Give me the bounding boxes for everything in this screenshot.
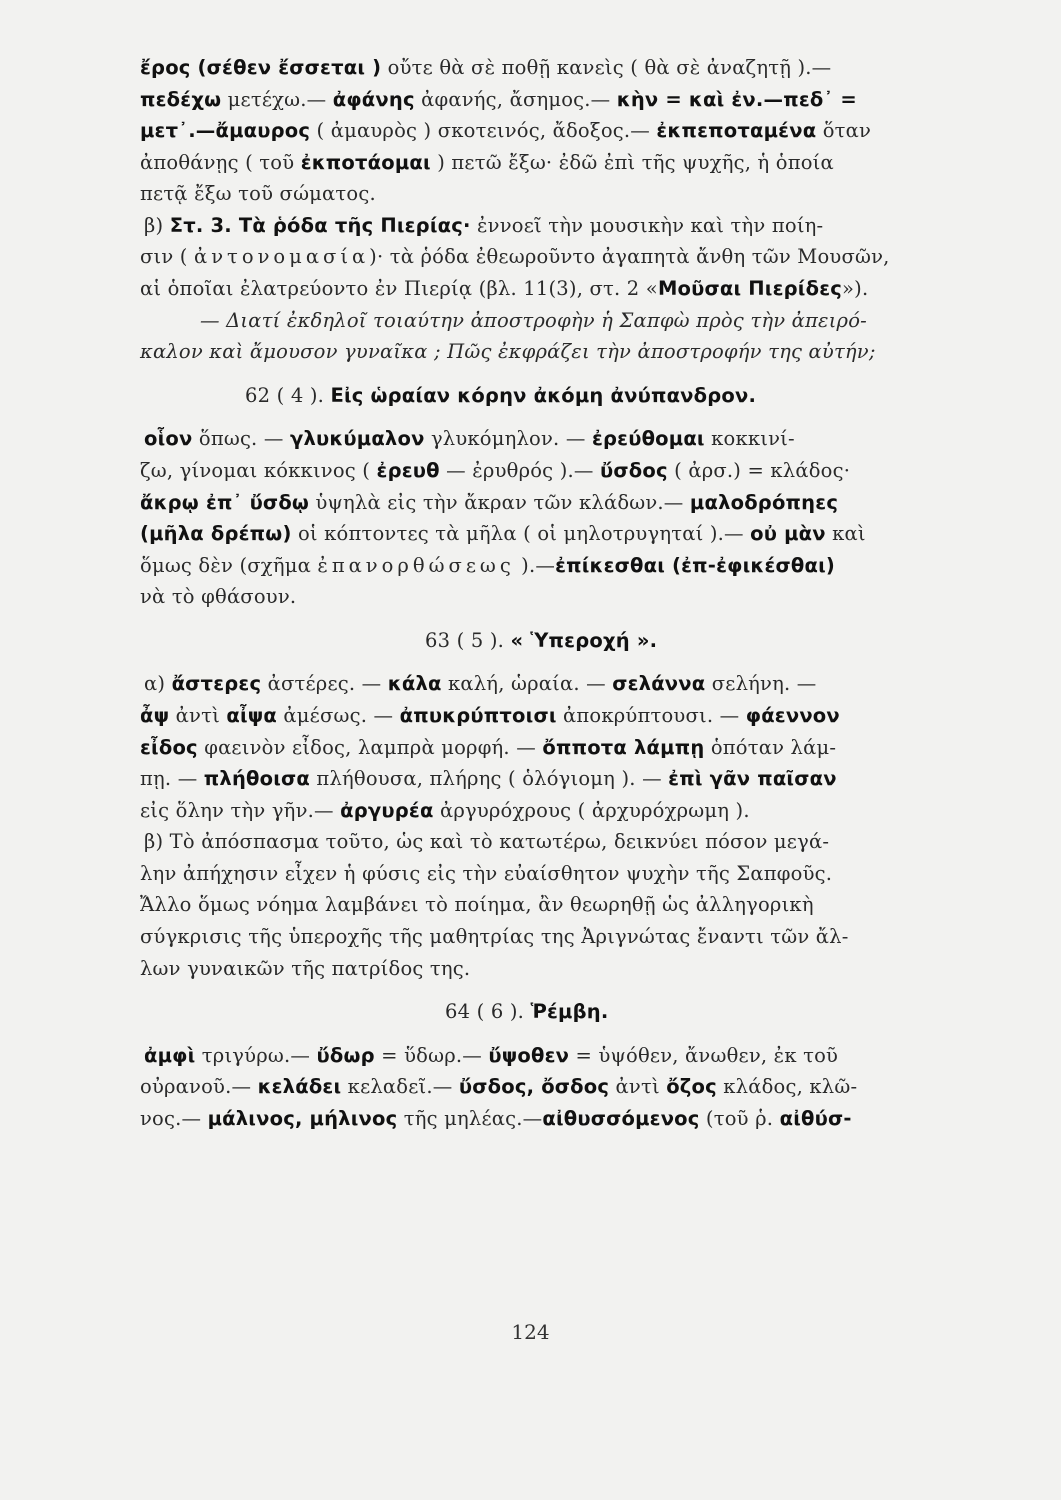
text-run: ἀφανής, ἄσημος.— <box>414 87 617 111</box>
text-run: φαεινὸν εἶδος, λαμπρὰ μορφή. — <box>197 735 543 759</box>
text-run: σελήνη. — <box>705 672 817 696</box>
lines63-line <box>140 668 985 700</box>
lines63-line <box>140 732 985 764</box>
bold-term: φάεννον <box>745 703 840 727</box>
text-run: κλάδος, κλῶ- <box>716 1075 858 1099</box>
text-run: »). <box>842 277 869 301</box>
bold-term: ὄπποτα λάμπῃ <box>542 735 705 759</box>
lines63-line <box>140 889 985 921</box>
lines64-line <box>140 1040 985 1072</box>
text-run: ἀμέσως. — <box>277 703 400 727</box>
bold-term: οἷον <box>144 427 193 451</box>
text-run: ἀποθάνῃς ( τοῦ <box>140 150 301 174</box>
text-run: καλον καὶ ἄμουσον γυναῖκα ; Πῶς ἐκφράζει τὴν ἀποστροφήν της αὐτήν; <box>140 340 876 364</box>
text-run: ἀποκρύπτουσι. — <box>556 703 746 727</box>
text-run: ὑψηλὰ εἰς τὴν ἄκραν τῶν κλάδων.— <box>309 490 690 514</box>
section-title: Ῥέμβη. <box>530 1000 609 1024</box>
text-run: α) <box>144 672 172 696</box>
bold-term: αἰθυσσόμενος <box>542 1106 700 1130</box>
text-run: νος.— <box>140 1106 208 1130</box>
bold-term: ὄζος <box>666 1075 717 1099</box>
lines63-line <box>140 826 985 858</box>
text-run: πῃ. — <box>140 767 204 791</box>
text-run: ἀντὶ <box>169 703 227 727</box>
lines62-line <box>140 581 985 613</box>
text-run: β) Τὸ ἀπόσπασμα τοῦτο, ὡς καὶ τὸ κατωτέρω, δεικνύει πόσον μεγά- <box>144 830 830 854</box>
text-run: ζω, γίνομαι κόκκινος ( <box>140 458 377 482</box>
text-run: αἱ ὁποῖαι ἐλατρεύοντο ἐν Πιερίᾳ (βλ. 11(3), στ. 2 « <box>140 277 658 301</box>
lines-line <box>140 210 985 242</box>
section-title: Εἰς ὡραίαν κόρην ἀκόμη ἀνύπανδρον. <box>330 383 757 407</box>
text-run: καλή, ὡραία. — <box>441 672 613 696</box>
text-run: καὶ <box>825 522 866 546</box>
bold-term: μάλινος, μήλινος <box>207 1106 398 1130</box>
lines63-line <box>140 795 985 827</box>
text-run: τῆς μηλέας.— <box>397 1106 543 1130</box>
lines63-line <box>140 858 985 890</box>
bold-term: ἔρος (σέθεν ἔσσεται ) <box>140 56 382 79</box>
bold-term: αἶψα <box>226 703 278 727</box>
bold-term: ἀπυκρύπτοισι <box>399 703 557 727</box>
bold-term: ἐπὶ γᾶν παῖσαν <box>668 767 837 791</box>
bold-term: ἄκρῳ ἐπ᾽ ὔσδῳ <box>140 490 310 514</box>
bold-term: ἀργυρέα <box>340 798 434 822</box>
bold-term: ὔσδος, ὄσδος <box>458 1075 610 1099</box>
lines62-line <box>140 455 985 487</box>
lines-line <box>140 305 985 337</box>
lines63-line <box>140 921 985 953</box>
section-heading <box>140 996 985 1028</box>
text-run: οἱ κόπτοντες τὰ μῆλα ( οἱ μηλοτρυγηταί ).— <box>291 522 751 546</box>
lines64-line <box>140 1071 985 1103</box>
text-run: — Διατί ἐκδηλοῖ τοιαύτην ἀποστροφὴν ἡ Σαπφὼ πρὸς τὴν ἀπειρό- <box>200 308 867 332</box>
document-body <box>140 52 985 1135</box>
text-run: (τοῦ ῥ. <box>699 1106 780 1130</box>
text-run: ὅταν <box>816 119 872 143</box>
text-run: ( ἀμαυρὸς ) σκοτεινός, ἄδοξος.— <box>310 119 657 143</box>
text-run: τριγύρω.— <box>195 1043 317 1067</box>
bold-term: ἀφάνης <box>332 87 415 111</box>
bold-term: ἄστερες <box>171 672 262 696</box>
text-run: σύγκρισις τῆς ὑπεροχῆς τῆς μαθητρίας της Ἀριγνώτας ἔναντι τῶν ἄλ- <box>140 925 849 949</box>
text-run: = ὑψόθεν, ἄνωθεν, ἐκ τοῦ <box>569 1043 839 1067</box>
lines-line <box>140 273 985 305</box>
text-run: νὰ τὸ φθάσουν. <box>140 585 297 609</box>
lines-line <box>140 115 985 147</box>
lines62-line <box>140 423 985 455</box>
bold-term: γλυκύμαλον <box>289 427 425 451</box>
bold-term: (μῆλα δρέπω) <box>140 522 292 546</box>
bold-term: αἰθύσ- <box>779 1106 852 1130</box>
text-run: σιν ( <box>140 245 195 269</box>
lines63-line <box>140 700 985 732</box>
lines-line <box>140 241 985 273</box>
section-title: « Ὑπεροχή ». <box>510 628 658 652</box>
section-number: 62 ( 4 ). <box>245 383 331 407</box>
bold-term: ἐρεύθομαι <box>591 427 705 451</box>
section-number: 63 ( 5 ). <box>425 628 511 652</box>
text-run: )· τὰ ῥόδα ἐθεωροῦντο ἀγαπητὰ ἄνθη τῶν Μουσῶν, <box>369 245 890 269</box>
text-run: λην ἀπήχησιν εἶχεν ἡ φύσις εἰς τὴν εὐαίσθητον ψυχὴν τῆς Σαπφοῦς. <box>140 861 833 885</box>
text-run: Ἄλλο ὅμως νόημα λαμβάνει τὸ ποίημα, ἂν θεωρηθῇ ὡς ἀλληγορικὴ <box>140 893 814 917</box>
text-run: κοκκινί- <box>704 427 795 451</box>
bold-term: κὴν = καὶ ἐν.—πεδ᾽ = <box>616 87 857 111</box>
lines-line <box>140 52 985 84</box>
section-heading <box>140 625 985 657</box>
bold-term: κελάδει <box>257 1075 342 1099</box>
text-run: ).— <box>514 553 556 577</box>
bold-term: πεδέχω <box>140 87 222 111</box>
lines62-line <box>140 550 985 582</box>
bold-term: ἐπίκεσθαι (ἐπ-ἐφικέσθαι) <box>555 553 836 577</box>
text-run: πετᾷ ἔξω τοῦ σώματος. <box>140 182 376 206</box>
text-run: ἀργυρόχρους ( ἀρχυρόχρωμη ). <box>433 798 750 822</box>
bold-term: ἐρευθ <box>376 458 440 482</box>
bold-term: ὔδωρ <box>316 1043 375 1067</box>
text-run: — ἐρυθρός ).— <box>439 458 600 482</box>
lines-line <box>140 336 985 368</box>
bold-term: σελάννα <box>612 672 706 696</box>
bold-term: Στ. 3. Τὰ ῥόδα τῆς Πιερίας· <box>169 213 471 237</box>
text-run: ἀντὶ <box>609 1075 667 1099</box>
bold-term: ἀμφὶ <box>144 1043 196 1067</box>
text-run: κελαδεῖ.— <box>341 1075 459 1099</box>
page-number: 124 <box>511 1320 550 1344</box>
text-run: μετέχω.— <box>221 87 333 111</box>
text-run: ( ἀρσ.) = κλάδος· <box>667 458 851 482</box>
bold-term: ὔψοθεν <box>488 1043 570 1067</box>
lines63-line <box>140 763 985 795</box>
bold-term: ἆψ <box>140 703 170 727</box>
lines-line <box>140 84 985 116</box>
lines62-line <box>140 487 985 519</box>
bold-term: οὐ μὰν <box>750 522 826 546</box>
lines62-line <box>140 518 985 550</box>
text-run: ἐπανορθώσεως <box>317 553 515 577</box>
text-run: β) <box>144 213 170 237</box>
text-run: γλυκόμηλον. — <box>424 427 592 451</box>
lines64-line <box>140 1103 985 1135</box>
bold-term: ὔσδος <box>600 458 668 482</box>
lines-line <box>140 147 985 179</box>
text-run: ἀστέρες. — <box>261 672 388 696</box>
text-run: ἐννοεῖ τὴν μουσικὴν καὶ τὴν ποίη- <box>470 213 824 237</box>
bold-term: πλήθοισα <box>203 767 311 791</box>
bold-term: μαλοδρόπηες <box>689 490 839 514</box>
text-run: εἰς ὅλην τὴν γῆν.— <box>140 798 341 822</box>
text-run: πλήθουσα, πλήρης ( ὁλόγιομη ). — <box>310 767 669 791</box>
text-run: ὅμως δὲν (σχῆμα <box>140 553 318 577</box>
text-run: ὁπόταν λάμ- <box>704 735 837 759</box>
text-run: λων γυναικῶν τῆς πατρίδος της. <box>140 956 471 980</box>
section-heading <box>140 380 985 412</box>
text-run: ) πετῶ ἔξω· ἐδῶ ἐπὶ τῆς ψυχῆς, ἡ ὁποία <box>430 150 834 174</box>
lines-line <box>140 178 985 210</box>
text-run: οὔτε θὰ σὲ ποθῇ κανεὶς ( θὰ σὲ ἀναζητῇ ).— <box>381 56 832 79</box>
bold-term: ἐκποτάομαι <box>300 150 431 174</box>
bold-term: κάλα <box>387 672 442 696</box>
bold-term: Μοῦσαι Πιερίδες <box>657 277 843 301</box>
text-run: οὐρανοῦ.— <box>140 1075 258 1099</box>
lines63-line <box>140 953 985 985</box>
text-run: = ὕδωρ.— <box>374 1043 489 1067</box>
bold-term: εἶδος <box>140 735 198 759</box>
bold-term: μετ᾽.—ἄμαυρος <box>140 119 311 143</box>
section-number: 64 ( 6 ). <box>445 1000 531 1024</box>
bold-term: ἐκπεποταμένα <box>656 119 817 143</box>
text-run: ὅπως. — <box>192 427 290 451</box>
text-run: ἀντονομασία <box>194 245 370 269</box>
